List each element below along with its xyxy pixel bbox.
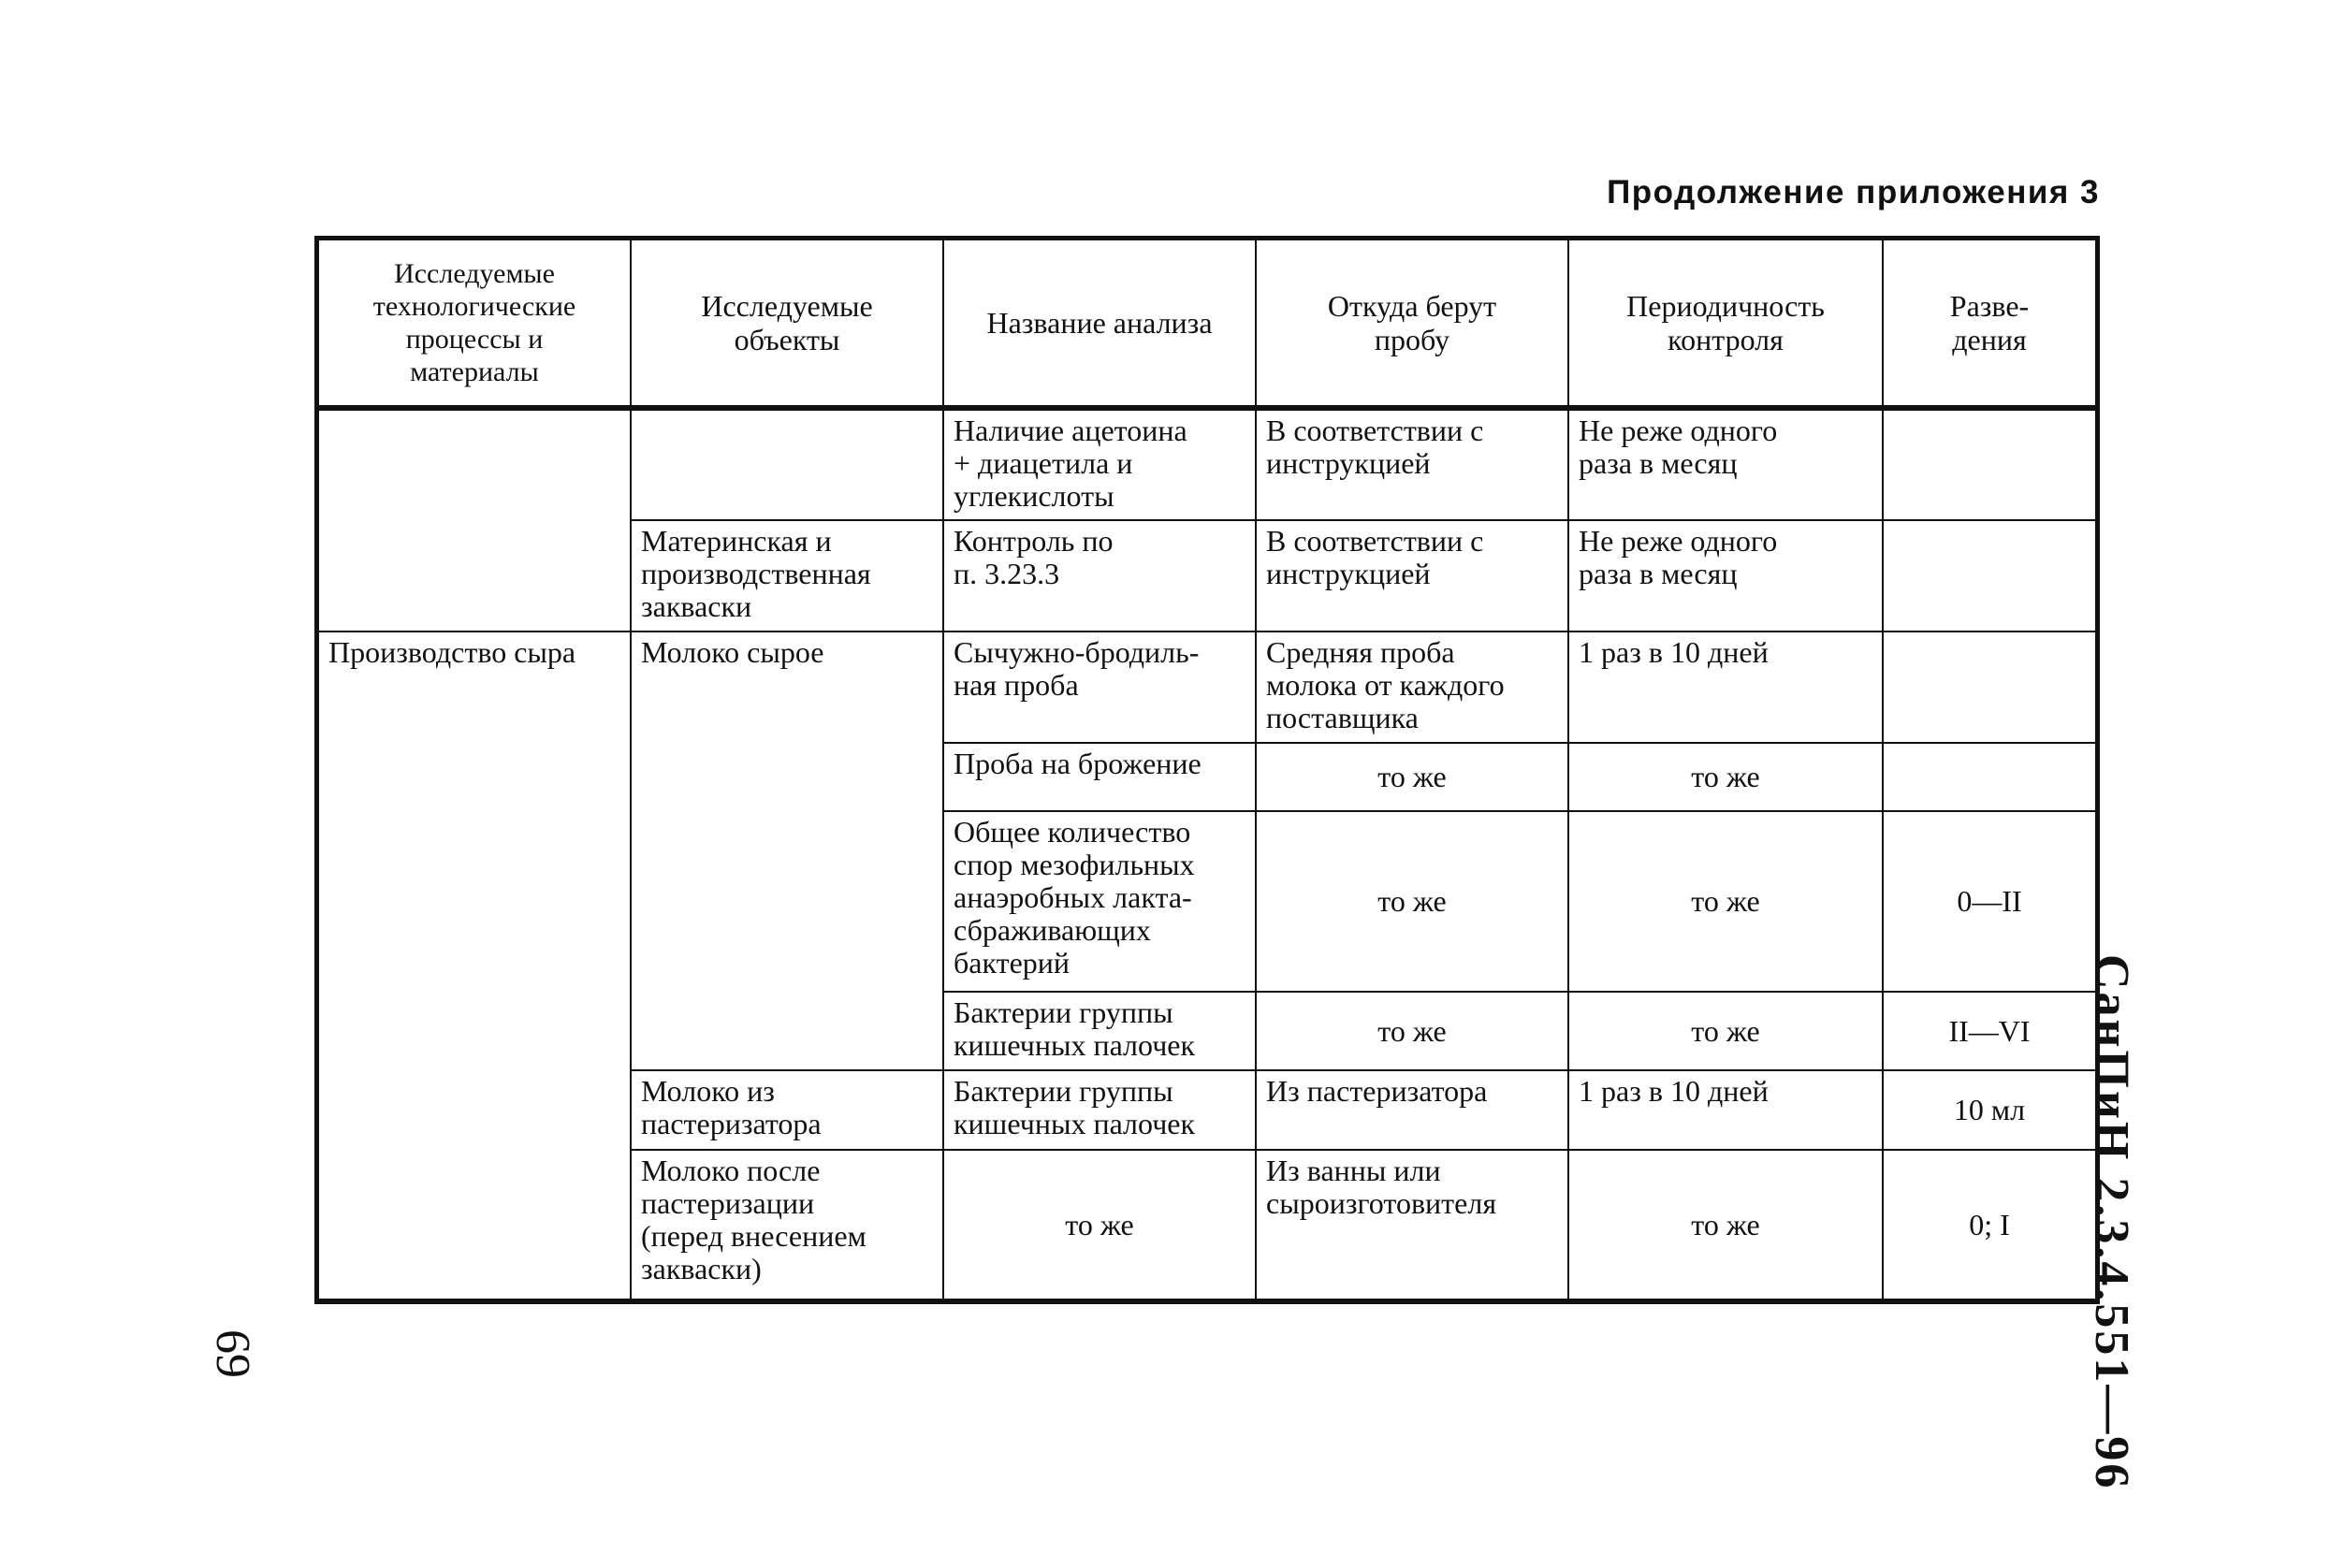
document-code: СанПиН 2.3.4.551—96 (2085, 954, 2138, 1491)
cell-analysis: Сычужно-бродиль- ная проба (943, 632, 1256, 743)
cell-frequency: то же (1568, 1150, 1883, 1299)
column-header-object: Исследуемые объекты (631, 240, 943, 408)
cell-source: В соответствии с инструкцией (1256, 520, 1568, 632)
cell-process: Производство сыра (318, 632, 631, 1299)
cell-dilution: 10 мл (1883, 1070, 2096, 1150)
cell-source: Из ванны или сыроизготовителя (1256, 1150, 1568, 1299)
column-header-frequency: Периодичность контроля (1568, 240, 1883, 408)
column-header-analysis: Название анализа (943, 240, 1256, 408)
cell-frequency: Не реже одного раза в месяц (1568, 408, 1883, 520)
cell-source: то же (1256, 811, 1568, 992)
cell-analysis: Общее количество спор мезофильных анаэробных лакта- сбраживающих бактерий (943, 811, 1256, 992)
cell-frequency: то же (1568, 811, 1883, 992)
analysis-table (317, 239, 2097, 1300)
cell-frequency: 1 раз в 10 дней (1568, 1070, 1883, 1150)
column-header-process: Исследуемые технологические процессы и материалы (318, 240, 631, 408)
cell-object: Материнская и производственная закваски (631, 520, 943, 632)
cell-object (631, 408, 943, 520)
table-header-row (318, 240, 2096, 408)
cell-frequency: то же (1568, 743, 1883, 811)
cell-source: В соответствии с инструкцией (1256, 408, 1568, 520)
cell-analysis: то же (943, 1150, 1256, 1299)
cell-dilution (1883, 743, 2096, 811)
cell-frequency: 1 раз в 10 дней (1568, 632, 1883, 743)
cell-source: то же (1256, 743, 1568, 811)
cell-dilution: II—VI (1883, 992, 2096, 1070)
cell-analysis: Бактерии группы кишечных палочек (943, 1070, 1256, 1150)
cell-dilution: 0; I (1883, 1150, 2096, 1299)
cell-object: Молоко сырое (631, 632, 943, 1070)
cell-analysis: Наличие ацетоина + диацетила и углекислоты (943, 408, 1256, 520)
cell-dilution (1883, 520, 2096, 632)
cell-analysis: Контроль по п. 3.23.3 (943, 520, 1256, 632)
cell-dilution (1883, 408, 2096, 520)
continuation-heading: Продолжение приложения 3 (1607, 174, 2100, 211)
cell-object: Молоко из пастеризатора (631, 1070, 943, 1150)
cell-analysis: Проба на брожение (943, 743, 1256, 811)
cell-analysis: Бактерии группы кишечных палочек (943, 992, 1256, 1070)
table-row (318, 632, 2096, 743)
column-header-dilution: Разве- дения (1883, 240, 2096, 408)
column-header-source: Откуда берут пробу (1256, 240, 1568, 408)
cell-frequency: то же (1568, 992, 1883, 1070)
table-row (318, 408, 2096, 520)
cell-source: то же (1256, 992, 1568, 1070)
cell-object: Молоко после пастеризации (перед внесением закваски) (631, 1150, 943, 1299)
cell-source: Средняя проба молока от каждого поставщика (1256, 632, 1568, 743)
page-number: 69 (206, 1329, 259, 1378)
cell-process (318, 408, 631, 632)
cell-frequency: Не реже одного раза в месяц (1568, 520, 1883, 632)
cell-source: Из пастеризатора (1256, 1070, 1568, 1150)
analysis-table-frame (314, 236, 2100, 1304)
cell-dilution (1883, 632, 2096, 743)
cell-dilution: 0—II (1883, 811, 2096, 992)
